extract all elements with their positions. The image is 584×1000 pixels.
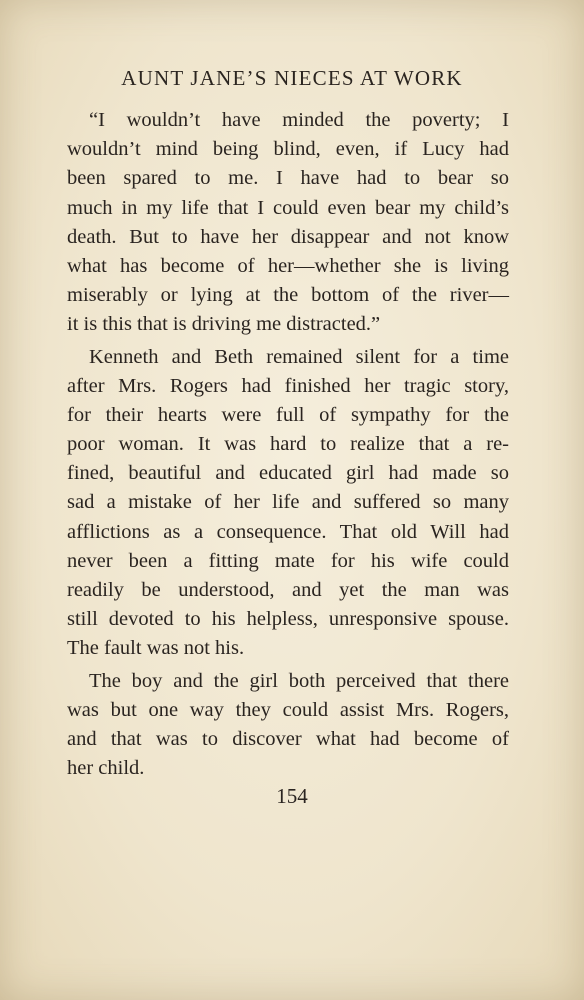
text-line: sad a mistake of her life and suffered so many	[67, 491, 509, 514]
text-line: Kenneth and Beth remained silent for a time	[89, 345, 509, 368]
running-head: AUNT JANE’S NIECES AT WORK	[121, 66, 463, 90]
text-line: still devoted to his helpless, unresponsive spouse.	[67, 608, 509, 631]
text-line: after Mrs. Rogers had finished her tragic story,	[67, 374, 509, 397]
text-line: much in my life that I could even bear my child’s	[67, 196, 509, 219]
text-line: fined, beautiful and educated girl had made so	[67, 462, 509, 485]
text-line: her child.	[67, 757, 145, 780]
text-line: The fault was not his.	[67, 637, 245, 660]
text-line: The boy and the girl both perceived that there	[89, 669, 509, 692]
page-number: 154	[276, 784, 308, 808]
text-line: was but one way they could assist Mrs. Rogers,	[67, 698, 509, 721]
text-line: been spared to me. I have had to bear so	[67, 167, 509, 190]
text-line: it is this that is driving me distracted.”	[67, 313, 381, 336]
text-line: what has become of her—whether she is living	[67, 254, 509, 277]
text-line: and that was to discover what had become of	[67, 727, 509, 750]
text-line: “I wouldn’t have minded the poverty; I	[89, 109, 509, 131]
text-line: miserably or lying at the bottom of the river—	[67, 284, 509, 307]
text-line: poor woman. It was hard to realize that a re-	[67, 433, 509, 456]
text-line: afflictions as a consequence. That old Will had	[67, 520, 509, 543]
text-line: never been a fitting mate for his wife could	[67, 549, 509, 572]
text-line: death. But to have her disappear and not know	[67, 225, 509, 248]
text-line: for their hearts were full of sympathy for the	[67, 403, 509, 426]
text-line: readily be understood, and yet the man was	[67, 579, 509, 601]
text-line: wouldn’t mind being blind, even, if Lucy had	[67, 138, 509, 161]
body-text	[67, 106, 509, 783]
